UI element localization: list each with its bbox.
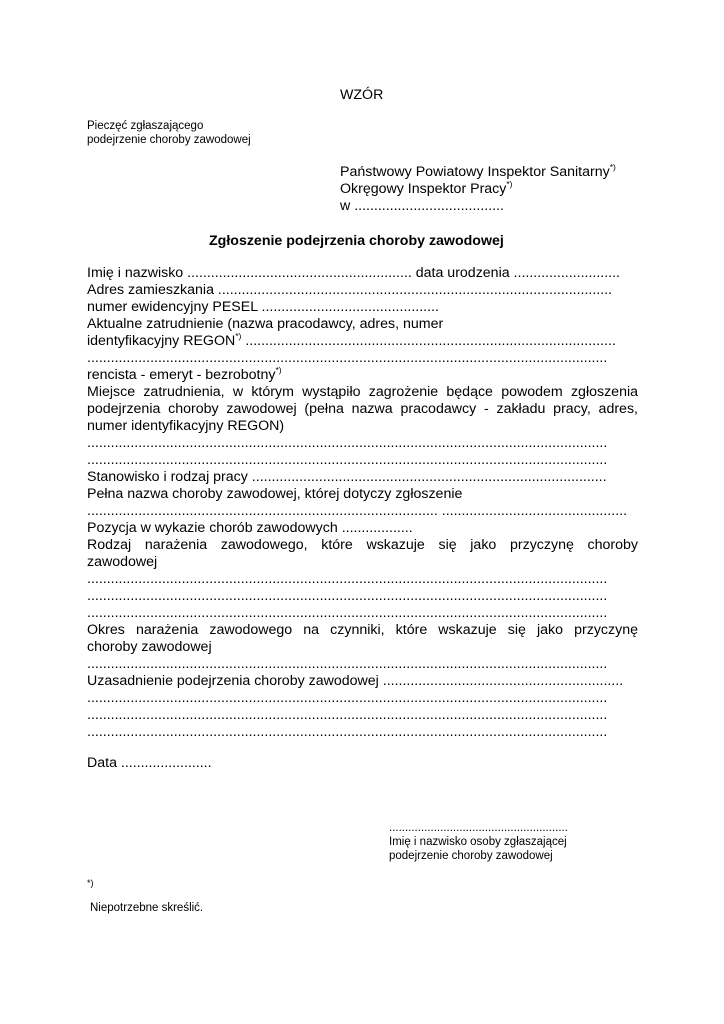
footnote-mark: *) xyxy=(87,878,94,888)
form-line-dots: .................................................................................................................................... xyxy=(87,690,608,706)
form-line-exposure-period-2: choroby zawodowej xyxy=(87,639,212,655)
form-line-dots: .................................................................................................................................... xyxy=(87,724,608,740)
signature-dots: ........................................................ xyxy=(389,822,568,834)
stamp-line-2: podejrzenie choroby zawodowej xyxy=(87,134,251,146)
form-line-workplace-2: podejrzenia choroby zawodowej (pełna nazwa pracodawcy - zakładu pracy, adres, xyxy=(87,401,638,417)
form-line-exposure-type-1: Rodzaj narażenia zawodowego, które wskazuje się jako przyczynę choroby xyxy=(87,537,638,553)
form-line-exposure-type-2: zawodowej xyxy=(87,554,158,570)
footnote-mark: *) xyxy=(609,162,616,172)
signature-line-2: podejrzenie choroby zawodowej xyxy=(389,850,553,862)
footnote-mark: *) xyxy=(235,333,242,341)
form-line-dots: .................................................................................................................................... xyxy=(87,350,608,366)
form-line-exposure-period-1: Okres narażenia zawodowego na czynniki, które wskazuje się jako przyczynę xyxy=(87,622,638,638)
wzor-label: WZÓR xyxy=(340,87,384,103)
form-line-name-birthdate: Imię i nazwisko ......................................................... data urodzenia ........................... xyxy=(87,265,620,281)
form-line-pesel: numer ewidencyjny PESEL ............................................. xyxy=(87,299,439,315)
form-line-dots: .................................................................................................................................... xyxy=(87,452,608,468)
form-line-dots: .................................................................................................................................... xyxy=(87,605,608,621)
form-line-status: rencista - emeryt - bezrobotny*) xyxy=(87,367,282,383)
addressee-line-3: w ...................................... xyxy=(340,198,504,214)
form-line-list-position: Pozycja w wykazie chorób zawodowych .................. xyxy=(87,520,413,536)
form-title: Zgłoszenie podejrzenia choroby zawodowej xyxy=(209,233,504,249)
form-line-dots: .................................................................................................................................... xyxy=(87,707,608,723)
form-line-dots: .................................................................................................................................... xyxy=(87,435,608,451)
addressee-line-1: Państwowy Powiatowy Inspektor Sanitarny*) xyxy=(340,162,616,180)
stamp-line-1: Pieczęć zgłaszającego xyxy=(87,120,204,132)
form-line-workplace-3: numer identyfikacyjny REGON) xyxy=(87,418,285,434)
form-line-workplace-1: Miejsce zatrudnienia, w którym wystąpiło zagrożenie będące powodem zgłoszenia xyxy=(87,384,638,400)
form-line-justification: Uzasadnienie podejrzenia choroby zawodowej ............................................................. xyxy=(87,673,624,689)
form-line-employment: Aktualne zatrudnienie (nazwa pracodawcy, adres, numer xyxy=(87,316,444,332)
form-line-disease-name: Pełna nazwa choroby zawodowej, której dotyczy zgłoszenie xyxy=(87,486,463,502)
signature-line-1: Imię i nazwisko osoby zgłaszającej xyxy=(389,836,567,848)
footnote-text: Niepotrzebne skreślić. xyxy=(90,902,204,914)
form-line-dots: .................................................................................................................................... xyxy=(87,656,608,672)
footnote-mark: *) xyxy=(506,179,513,189)
date-line: Data ....................... xyxy=(87,755,212,771)
form-line-position: Stanowisko i rodzaj pracy .......................................................................................... xyxy=(87,469,607,485)
form-line-address: Adres zamieszkania .................................................................................................... xyxy=(87,282,613,298)
form-line-dots: .................................................................................................................................... xyxy=(87,588,608,604)
addressee-line-2: Okręgowy Inspektor Pracy*) xyxy=(340,179,513,197)
form-line-dots: .................................................................................................................................... xyxy=(87,571,608,587)
form-line-dots: ......................................................................................... ............................................... xyxy=(87,503,628,519)
form-line-regon: identyfikacyjny REGON*) .............................................................................................. xyxy=(87,333,616,349)
footnote-mark: *) xyxy=(275,367,282,375)
